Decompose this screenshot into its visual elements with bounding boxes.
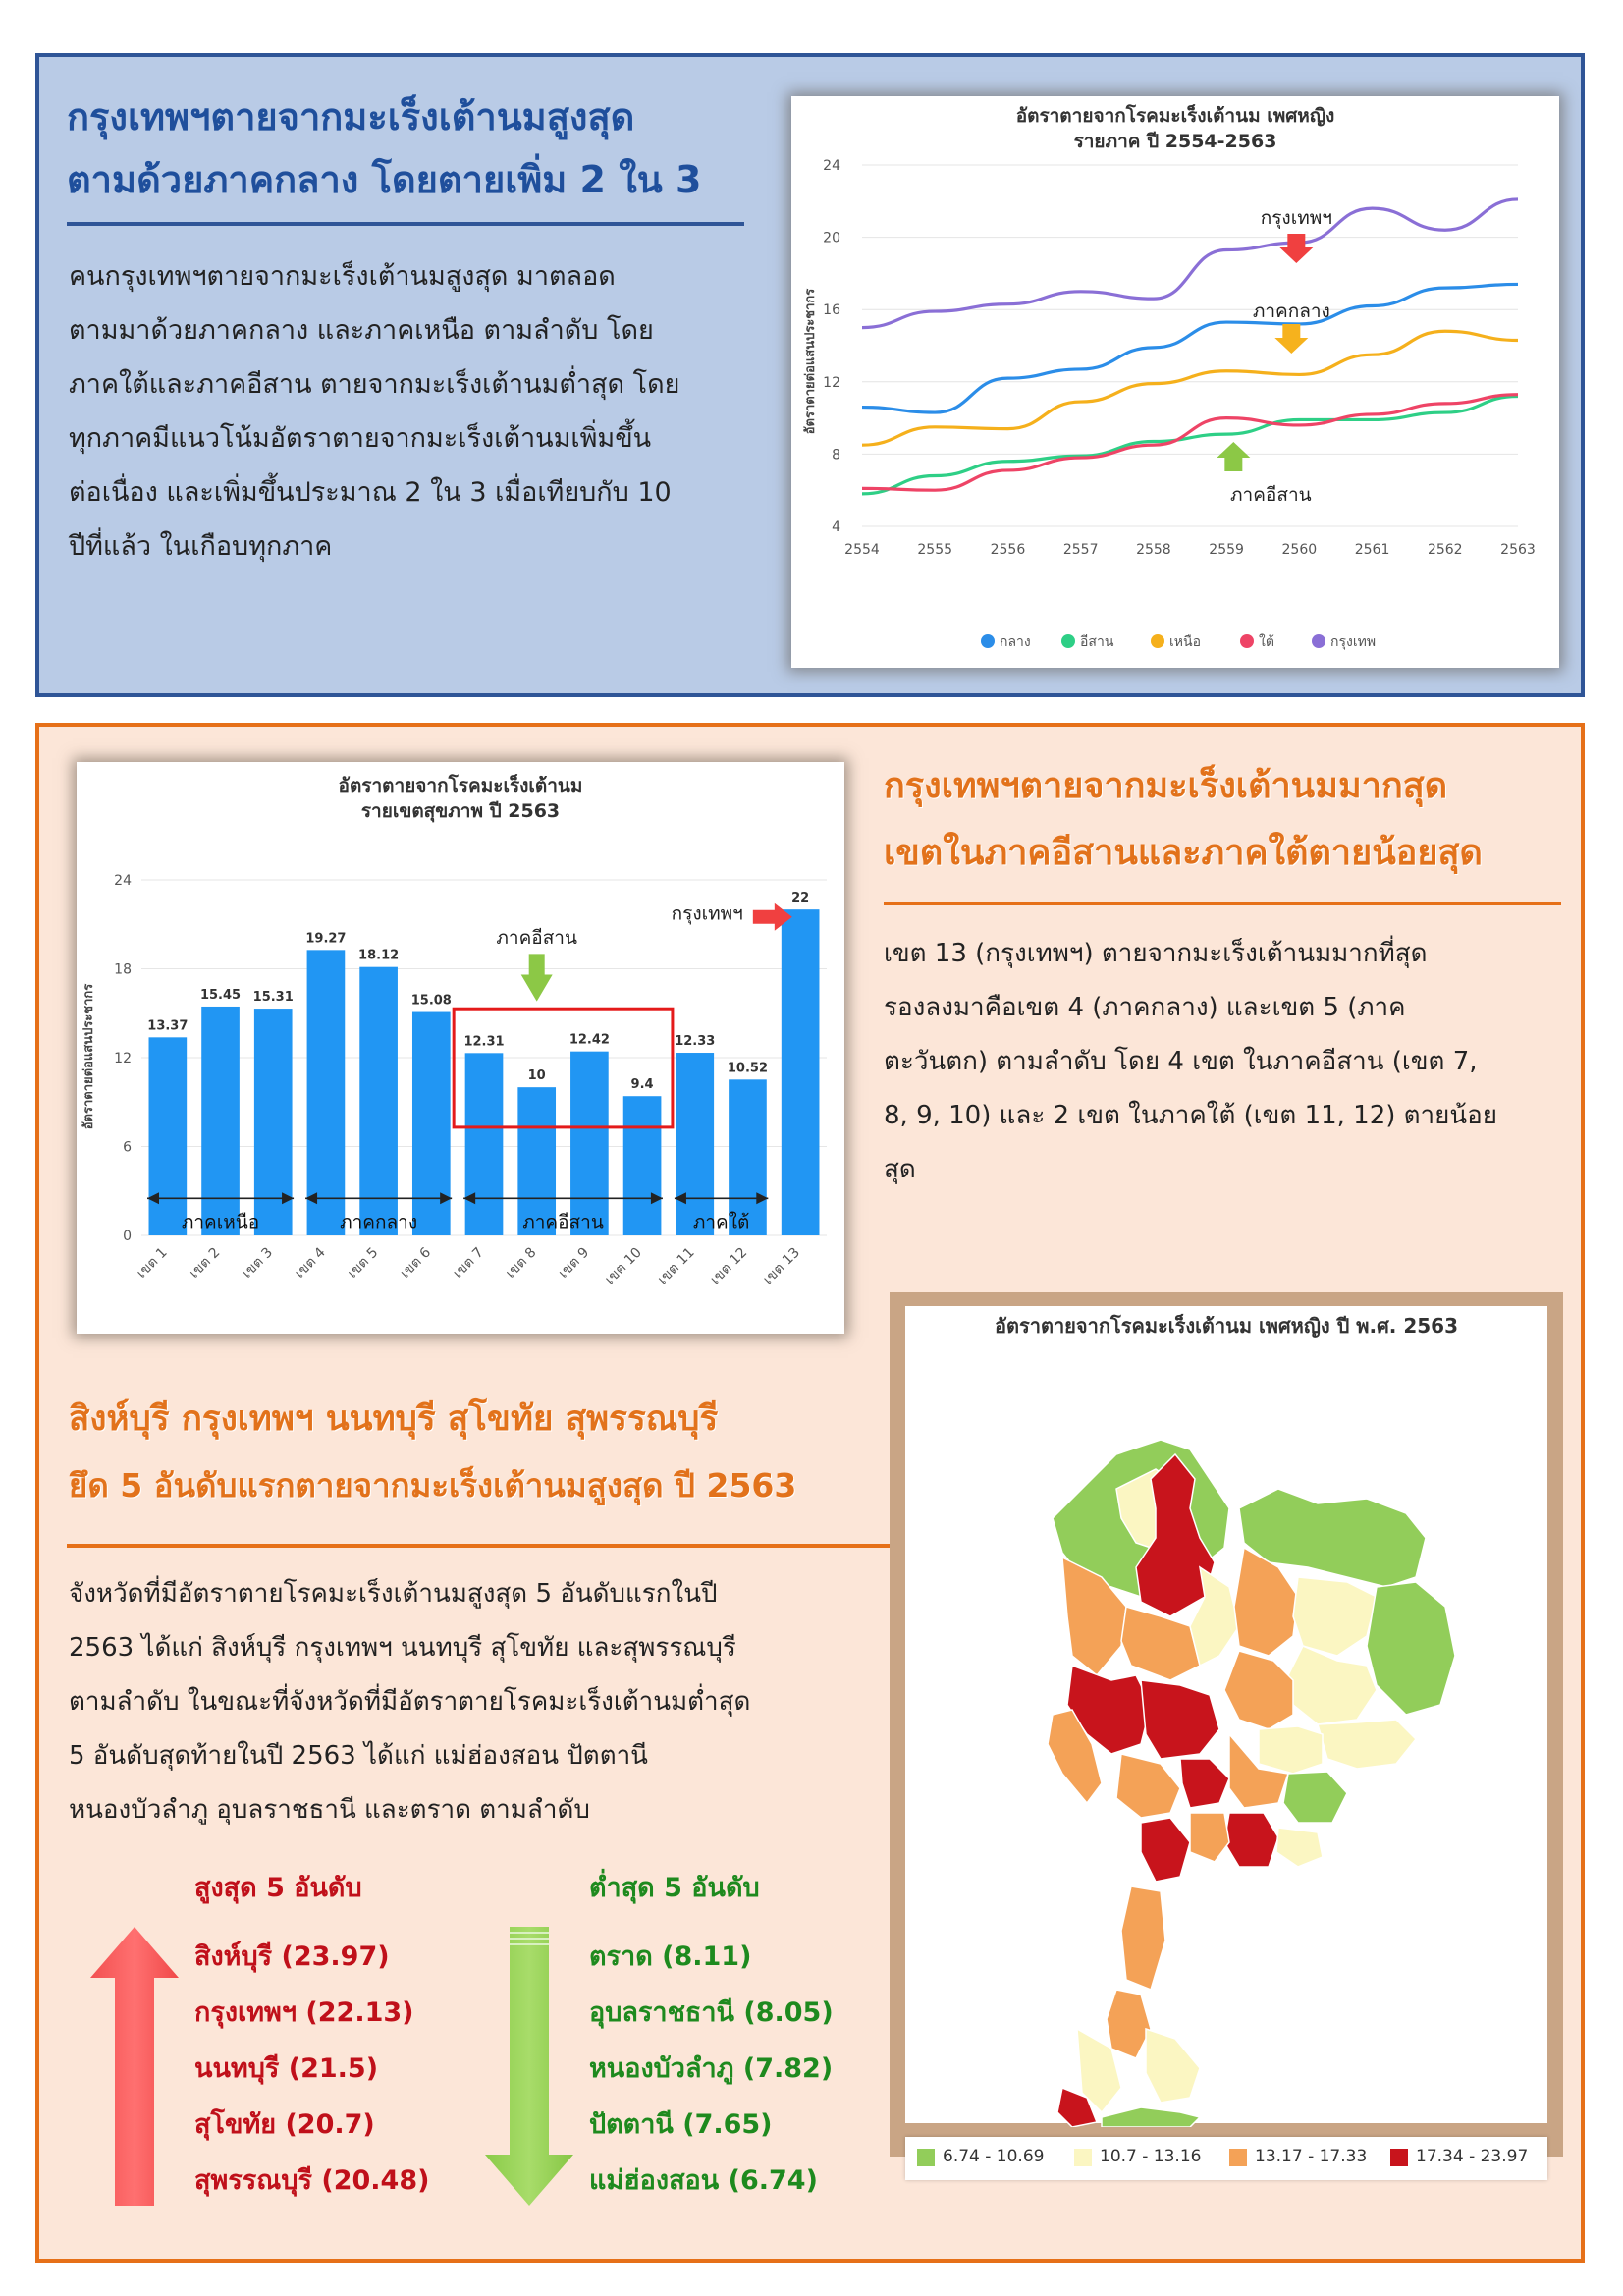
map-legend: [905, 2137, 1547, 2180]
panel3-body-line: 2563 ได้แก่ สิงห์บุรี กรุงเทพฯ นนทบุรี สุโขทัย และสุพรรณบุรี: [69, 1633, 736, 1663]
x-tick-label: 2560: [1281, 542, 1318, 558]
line-chart-title: อัตราตายจากโรคมะเร็งเต้านม เพศหญิง: [1015, 105, 1335, 127]
legend-label-2: 10.7 - 13.16: [1100, 2147, 1202, 2166]
annotation-bkk: กรุงเทพฯ: [1260, 207, 1332, 229]
bottom5-item: อุบลราชธานี (8.05): [589, 1997, 834, 2028]
bar-value-label: 18.12: [358, 948, 400, 963]
bar-value-label: 12.31: [463, 1034, 505, 1050]
panel3-body-line: หนองบัวลำภู อุบลราชธานี และตราด ตามลำดับ: [69, 1795, 590, 1825]
x-tick-label: เขต 2: [187, 1244, 224, 1282]
legend-label: เหนือ: [1169, 634, 1201, 650]
legend-label: กรุงเทพ: [1330, 634, 1377, 650]
legend-dot: [981, 634, 995, 648]
bottom5-list: [589, 1929, 834, 2209]
x-tick-label: 2561: [1354, 542, 1390, 558]
top5-item: สิงห์บุรี (23.97): [194, 1941, 390, 1972]
series-line-อีสาน: [862, 397, 1518, 494]
panel1-body-line: ปีที่แล้ว ในเกือบทุกภาค: [69, 531, 333, 562]
legend-dot: [1151, 634, 1164, 648]
top5-item: สุโขทัย (20.7): [194, 2109, 375, 2140]
y-tick-label: 24: [114, 873, 132, 889]
y-tick-label: 6: [123, 1139, 132, 1156]
y-tick-label: 8: [832, 447, 840, 464]
top5-item: สุพรรณบุรี (20.48): [194, 2165, 430, 2196]
legend-dot: [1240, 634, 1254, 648]
legend-label-3: 13.17 - 17.33: [1255, 2147, 1368, 2166]
x-tick-label: 2554: [844, 542, 880, 558]
panel1-body-line: ทุกภาคมีแนวโน้มอัตราตายจากมะเร็งเต้านมเพิ่มขึ้น: [69, 423, 652, 454]
panel1-body-line: ต่อเนื่อง และเพิ่มขึ้นประมาณ 2 ใน 3 เมื่อเทียบกับ 10: [69, 477, 672, 508]
series-line-เหนือ: [862, 331, 1518, 445]
legend-swatch-2: [1074, 2149, 1092, 2166]
x-tick-label: เขต 10: [602, 1244, 645, 1288]
x-tick-label: 2562: [1427, 542, 1463, 558]
up-arrow-icon: [90, 1927, 179, 2206]
x-tick-label: เขต 3: [239, 1244, 277, 1282]
series-line-ใต้: [862, 395, 1518, 491]
legend-label-4: 17.34 - 23.97: [1416, 2147, 1529, 2166]
top5-item: นนทบุรี (21.5): [194, 2053, 379, 2084]
panel3-body: [69, 1567, 893, 1837]
panel3-heading-line1: สิงห์บุรี กรุงเทพฯ นนทบุรี สุโขทัย สุพรรณบุรี: [69, 1399, 719, 1439]
bar-value-label: 12.42: [568, 1032, 610, 1048]
bottom5-item: ตราด (8.11): [589, 1941, 752, 1972]
annotation-arrow: [521, 954, 553, 1001]
panel3-divider: [67, 1544, 897, 1548]
x-tick-label: เขต 8: [503, 1244, 540, 1282]
annotation-central: ภาคกลาง: [1252, 301, 1330, 322]
panel1-heading-line2: ตามด้วยภาคกลาง โดยตายเพิ่ม 2 ใน 3: [67, 158, 702, 201]
x-tick-label: เขต 12: [707, 1244, 751, 1288]
x-tick-label: เขต 1: [134, 1244, 171, 1282]
bar-chart-subtitle: รายเขตสุขภาพ ปี 2563: [360, 800, 561, 822]
bar-เขต 1: [149, 1037, 188, 1235]
x-tick-label: 2558: [1136, 542, 1171, 558]
x-tick-label: 2555: [917, 542, 953, 558]
top5-title: สูงสุด 5 อันดับ: [194, 1873, 362, 1903]
district-bar-chart: [77, 762, 844, 1334]
y-tick-label: 4: [832, 519, 840, 535]
district-bar-chart-card: [77, 762, 844, 1334]
bar-value-label: 19.27: [305, 931, 347, 947]
y-tick-label: 18: [114, 961, 132, 978]
bar-value-label: 13.37: [147, 1018, 189, 1034]
bottom5-item: หนองบัวลำภู (7.82): [589, 2053, 834, 2084]
panel3-body-line: ตามลำดับ ในขณะที่จังหวัดที่มีอัตราตายโรคมะเร็งเต้านมต่ำสุด: [69, 1687, 751, 1717]
panel1-body: [69, 249, 756, 574]
line-chart-ylabel: อัตราตายต่อแสนประชากร: [803, 288, 818, 435]
legend-label: อีสาน: [1080, 634, 1114, 650]
bar-เขต 7: [465, 1053, 504, 1235]
group-label: ภาคเหนือ: [181, 1211, 260, 1233]
legend-dot: [1312, 634, 1325, 648]
x-tick-label: 2557: [1062, 542, 1099, 558]
y-tick-label: 12: [823, 374, 840, 391]
panel2-body-line: สุด: [884, 1155, 916, 1184]
annotation-arrow: [1217, 442, 1250, 471]
panel3-body-line: จังหวัดที่มีอัตราตายโรคมะเร็งเต้านมสูงสุด 5 อันดับแรกในปี: [69, 1579, 718, 1609]
x-tick-label: 2563: [1500, 542, 1536, 558]
bottom5-title: ต่ำสุด 5 อันดับ: [589, 1873, 760, 1903]
panel3-heading-line2: ยึด 5 อันดับแรกตายจากมะเร็งเต้านมสูงสุด ปี 2563: [69, 1466, 797, 1504]
panel2-body-line: เขต 13 (กรุงเทพฯ) ตายจากมะเร็งเต้านมมากที่สุด: [884, 939, 1428, 968]
bottom5-item: ปัตตานี (7.65): [589, 2109, 773, 2140]
y-tick-label: 0: [123, 1229, 132, 1244]
bar-chart-title: อัตราตายจากโรคมะเร็งเต้านม: [338, 775, 583, 796]
bar-value-label: 15.31: [252, 990, 294, 1006]
x-tick-label: เขต 9: [555, 1244, 593, 1282]
panel1-body-line: ภาคใต้และภาคอีสาน ตายจากมะเร็งเต้านมต่ำสุด โดย: [69, 369, 680, 400]
group-label: ภาคอีสาน: [522, 1211, 604, 1233]
x-tick-label: 2556: [990, 542, 1026, 558]
bar-value-label: 9.4: [630, 1077, 654, 1093]
bar-เขต 5: [359, 967, 398, 1235]
panel2-heading-line1: กรุงเทพฯตายจากมะเร็งเต้านมมากสุด: [884, 766, 1448, 806]
panel2-body-line: 8, 9, 10) และ 2 เขต ในภาคใต้ (เขต 11, 12) ตายน้อย: [884, 1101, 1498, 1130]
panel1-heading-line1: กรุงเทพฯตายจากมะเร็งเต้านมสูงสุด: [67, 95, 635, 138]
bar-เขต 9: [570, 1052, 609, 1235]
bar-เขต 13: [782, 909, 820, 1235]
bar-value-label: 15.08: [410, 993, 452, 1009]
legend-dot: [1061, 634, 1075, 648]
bar-เขต 4: [307, 950, 346, 1235]
province-map-card: [905, 1306, 1547, 2123]
panel2-body-line: ตะวันตก) ตามลำดับ โดย 4 เขต ในภาคอีสาน (เขต 7,: [884, 1047, 1478, 1076]
bar-เขต 10: [623, 1096, 662, 1235]
thailand-map: [905, 1341, 1547, 2127]
annotation-northeast: ภาคอีสาน: [1230, 484, 1312, 506]
x-tick-label: เขต 5: [345, 1244, 382, 1282]
annotation-northeast: ภาคอีสาน: [496, 926, 577, 949]
x-tick-label: 2559: [1209, 542, 1244, 558]
down-arrow-icon: [485, 1927, 573, 2206]
annotation-bkk: กรุงเทพฯ: [671, 902, 743, 925]
series-line-กลาง: [862, 284, 1518, 412]
regional-line-chart-card: [791, 96, 1559, 668]
map-title: อัตราตายจากโรคมะเร็งเต้านม เพศหญิง ปี พ.ศ. 2563: [994, 1314, 1458, 1338]
top5-list: [194, 1929, 429, 2209]
panel1-divider: [67, 222, 744, 226]
series-line-กรุงเทพ: [862, 199, 1518, 328]
bottom5-item: แม่ฮ่องสอน (6.74): [589, 2165, 818, 2196]
bar-value-label: 22: [791, 891, 810, 906]
annotation-arrow: [1279, 234, 1313, 263]
y-tick-label: 16: [823, 302, 840, 319]
top5-item: กรุงเทพฯ (22.13): [194, 1997, 414, 2028]
legend-swatch-3: [1229, 2149, 1247, 2166]
annotation-arrow: [1274, 324, 1308, 354]
bar-chart-ylabel: อัตราตายต่อแสนประชากร: [81, 983, 96, 1130]
legend-label: ใต้: [1259, 634, 1274, 650]
y-tick-label: 12: [114, 1051, 132, 1066]
x-tick-label: เขต 4: [292, 1244, 329, 1282]
panel2-heading-line2: เขตในภาคอีสานและภาคใต้ตายน้อยสุด: [884, 833, 1483, 873]
line-chart-subtitle: รายภาค ปี 2554-2563: [1073, 131, 1277, 152]
bar-เขต 11: [676, 1053, 714, 1235]
bar-value-label: 15.45: [199, 987, 242, 1003]
x-tick-label: เขต 11: [654, 1244, 698, 1288]
regional-line-chart: [791, 96, 1559, 668]
y-tick-label: 24: [823, 158, 840, 174]
panel2-divider: [884, 902, 1561, 905]
panel3-body-line: 5 อันดับสุดท้ายในปี 2563 ได้แก่ แม่ฮ่องสอน ปัตตานี: [69, 1741, 648, 1771]
bar-value-label: 10: [527, 1068, 546, 1084]
x-tick-label: เขต 7: [450, 1244, 487, 1282]
panel1-body-line: ตามมาด้วยภาคกลาง และภาคเหนือ ตามลำดับ โดย: [69, 315, 654, 346]
bar-เขต 2: [201, 1007, 240, 1235]
y-tick-label: 20: [823, 230, 840, 246]
panel2-body: [884, 927, 1551, 1197]
legend-swatch-4: [1390, 2149, 1408, 2166]
bar-value-label: 10.52: [727, 1061, 769, 1076]
legend-swatch-1: [917, 2149, 935, 2166]
group-label: ภาคกลาง: [340, 1211, 418, 1233]
bar-value-label: 12.33: [675, 1034, 716, 1050]
group-label: ภาคใต้: [692, 1211, 750, 1233]
legend-label-1: 6.74 - 10.69: [943, 2147, 1045, 2166]
legend-label: กลาง: [1000, 634, 1031, 650]
panel2-body-line: รองลงมาคือเขต 4 (ภาคกลาง) และเขต 5 (ภาค: [884, 993, 1406, 1022]
x-tick-label: เขต 13: [760, 1244, 803, 1288]
panel1-body-line: คนกรุงเทพฯตายจากมะเร็งเต้านมสูงสุด มาตลอด: [69, 261, 616, 292]
x-tick-label: เขต 6: [397, 1244, 435, 1282]
